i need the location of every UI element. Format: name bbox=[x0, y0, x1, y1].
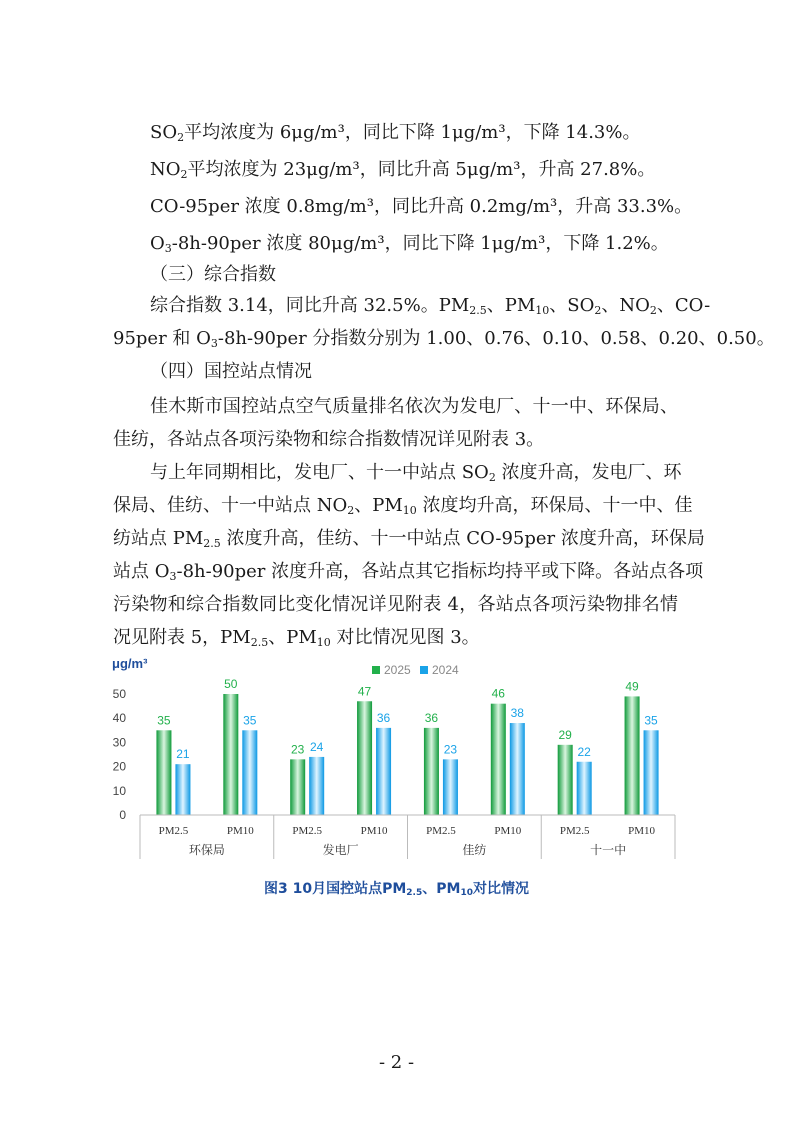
pm-comparison-chart bbox=[110, 654, 680, 869]
data-label-2024: 21 bbox=[176, 747, 190, 762]
data-label-2024: 35 bbox=[644, 713, 658, 728]
data-label-2025: 47 bbox=[357, 684, 372, 699]
y-axis-unit-label: μg/m³ bbox=[112, 656, 148, 671]
ranking-line-2: 佳纺，各站点各项污染物和综合指数情况详见附表 3。 bbox=[113, 429, 545, 450]
x-tick-label: PM10 bbox=[494, 825, 522, 837]
y-tick-label: 20 bbox=[112, 759, 126, 774]
x-tick-label: PM2.5 bbox=[426, 825, 456, 837]
co-line: CO-95per 浓度 0.8mg/m³，同比升高 0.2mg/m³，升高 33.3%。 bbox=[150, 196, 693, 217]
page-number: - 2 - bbox=[378, 1052, 415, 1073]
no2-line: $NO_2$平均浓度为 23μg/m³，同比升高 5μg/m³，升高 27.8%。 bbox=[150, 159, 656, 181]
comparison-line-2: 保局、佳纺、十一中站点 $NO_2$、$PM_{10}$ 浓度均升高，环保局、十一中、佳 bbox=[113, 495, 693, 517]
comparison-line-4: 站点 $O_3-8h-90per$ 浓度升高，各站点其它指标均持平或下降。各站点各项 bbox=[113, 561, 704, 583]
data-label-2024: 38 bbox=[510, 706, 524, 721]
bar-2025 bbox=[156, 730, 171, 815]
ranking-line-1: 佳木斯市国控站点空气质量排名依次为发电厂、十一中、环保局、 bbox=[150, 396, 678, 417]
bar-2024 bbox=[443, 759, 458, 815]
data-label-2024: 24 bbox=[310, 739, 324, 754]
legend-swatch-2024 bbox=[420, 666, 428, 674]
data-label-2025: 35 bbox=[157, 713, 171, 728]
data-label-2024: 36 bbox=[376, 710, 391, 725]
data-label-2025: 49 bbox=[625, 679, 639, 694]
so2-line: $SO_2$平均浓度为 6μg/m³，同比下降 1μg/m³，下降 14.3%。 bbox=[150, 122, 641, 144]
bar-2025 bbox=[424, 728, 439, 815]
legend-swatch-2025 bbox=[372, 666, 380, 674]
x-tick-label: PM2.5 bbox=[292, 825, 323, 837]
comparison-line-3: 纺站点 $PM_{2.5}$ 浓度升高，佳纺、十一中站点 CO-95per 浓度升高，环保局 bbox=[113, 528, 705, 550]
x-group-label: 发电厂 bbox=[322, 843, 359, 857]
bar-2025 bbox=[491, 704, 506, 815]
bar-2025 bbox=[290, 759, 305, 815]
y-tick-label: 10 bbox=[112, 783, 126, 798]
comparison-line-5: 污染物和综合指数同比变化情况详见附表 4，各站点各项污染物排名情 bbox=[113, 594, 678, 615]
data-label-2025: 36 bbox=[424, 710, 439, 725]
bar-2024 bbox=[510, 723, 525, 815]
y-tick-label: 30 bbox=[112, 735, 126, 750]
chart-legend bbox=[372, 663, 459, 677]
section-heading-composite-index: （三）综合指数 bbox=[150, 264, 276, 285]
comparison-line-6: 况见附表 5，$PM_{2.5}$、$PM_{10}$ 对比情况见图 3。 bbox=[113, 627, 480, 649]
index-paragraph-line-2: 95per 和 $O_3-8h-90per$ 分指数分别为 1.00、0.76、0.10、0.58、0.20、0.50。 bbox=[113, 328, 775, 350]
o3-line: $O_3-8h-90per$ 浓度 80μg/m³，同比下降 1μg/m³，下降 1.2%。 bbox=[150, 233, 669, 255]
bar-2024 bbox=[175, 764, 190, 815]
section-heading-stations: （四）国控站点情况 bbox=[150, 361, 312, 382]
x-axis bbox=[140, 815, 675, 859]
bar-2024 bbox=[309, 757, 324, 815]
data-label-2025: 29 bbox=[558, 727, 572, 742]
data-label-2025: 46 bbox=[491, 686, 505, 701]
comparison-line-1: 与上年同期相比，发电厂、十一中站点 $SO_2$ 浓度升高，发电厂、环 bbox=[150, 462, 682, 484]
figure-caption: 图3 10月国控站点$PM_{2.5}$、$PM_{10}$对比情况 bbox=[264, 881, 529, 898]
bar-2025 bbox=[625, 696, 640, 815]
data-label-2024: 23 bbox=[443, 742, 458, 757]
x-group-label: 佳纺 bbox=[462, 843, 487, 857]
data-label-2024: 22 bbox=[577, 744, 591, 759]
x-tick-label: PM10 bbox=[226, 825, 254, 837]
x-group-label: 环保局 bbox=[188, 843, 225, 857]
bar-2024 bbox=[577, 762, 592, 815]
x-tick-label: PM10 bbox=[360, 825, 388, 837]
bar-2025 bbox=[357, 701, 372, 815]
legend-label-2024: 2024 bbox=[432, 663, 459, 677]
x-tick-label: PM2.5 bbox=[559, 825, 590, 837]
data-label-2024: 35 bbox=[243, 713, 257, 728]
y-tick-label: 40 bbox=[112, 711, 126, 726]
x-tick-label: PM2.5 bbox=[158, 825, 189, 837]
bar-2024 bbox=[242, 730, 257, 815]
bar-2025 bbox=[558, 745, 573, 815]
bar-2025 bbox=[223, 694, 238, 815]
data-label-2025: 50 bbox=[224, 677, 238, 691]
index-paragraph-line-1: 综合指数 3.14，同比升高 32.5%。$PM_{2.5}$、$PM_{10}$、$SO_2$、$NO_2$、CO- bbox=[150, 295, 711, 317]
y-axis-ticks bbox=[113, 687, 127, 822]
legend-label-2025: 2025 bbox=[384, 663, 411, 677]
bar-2024 bbox=[376, 728, 391, 815]
bar-series bbox=[156, 677, 658, 815]
x-tick-label: PM10 bbox=[628, 825, 656, 837]
y-tick-label: 0 bbox=[119, 808, 126, 822]
bar-2024 bbox=[644, 730, 659, 815]
data-label-2025: 23 bbox=[291, 742, 305, 757]
x-group-label: 十一中 bbox=[590, 843, 627, 857]
y-tick-label: 50 bbox=[112, 687, 126, 701]
